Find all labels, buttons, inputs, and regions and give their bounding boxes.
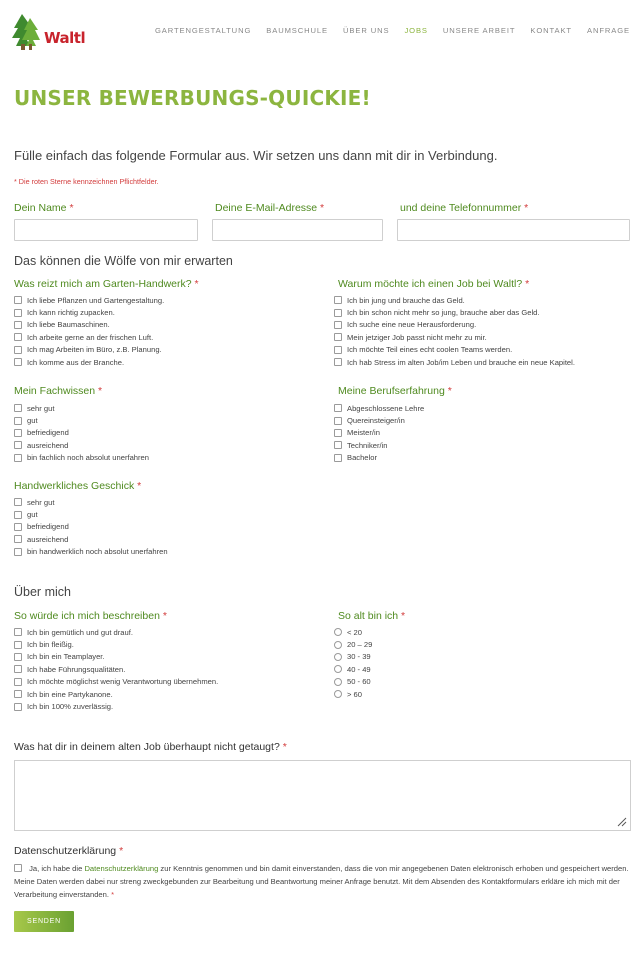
nav-item-kontakt[interactable]: KONTAKT	[530, 26, 572, 35]
name-field[interactable]	[14, 219, 198, 241]
radio-button[interactable]	[334, 690, 342, 698]
checkbox-option[interactable]	[334, 319, 575, 331]
option-label: Ich möchte möglichst wenig Verantwortung übernehmen.	[27, 677, 219, 687]
privacy-text-after: zur Kenntnis genommen und bin damit einverstanden, dass die von mir angegebenen Daten elektronisch erhoben und gespeichert werden. Meine Daten werden dabei nur streng zweckgebunden zur Bearbeitung und Beantwortung meiner Anfrage benutzt. Mit dem Absenden des Kontaktformulars erkläre ich mich mit der Verarbeitung einverstanden.	[14, 864, 629, 899]
checkbox[interactable]	[334, 404, 342, 412]
checkbox[interactable]	[14, 535, 22, 543]
intro-text: Fülle einfach das folgende Formular aus. Wir setzen uns dann mit dir in Verbindung.	[14, 148, 498, 163]
option-label: befriedigend	[27, 428, 69, 438]
radio-option[interactable]	[334, 676, 372, 688]
nav-item-jobs[interactable]: JOBS	[404, 26, 428, 35]
why-options	[334, 294, 575, 368]
nav-item-gartengestaltung[interactable]: GARTENGESTALTUNG	[155, 26, 252, 35]
checkbox-option[interactable]	[14, 626, 218, 638]
option-label: Mein jetziger Job passt nicht mehr zu mir.	[347, 332, 487, 342]
experience-options	[334, 402, 424, 464]
option-label: Ich komme aus der Branche.	[27, 357, 125, 367]
option-label: sehr gut	[27, 403, 55, 413]
email-field[interactable]	[212, 219, 383, 241]
checkbox[interactable]	[334, 296, 342, 304]
option-label: gut	[27, 416, 38, 426]
checkbox[interactable]	[334, 309, 342, 317]
logo-text: Waltl	[44, 29, 86, 47]
checkbox-option[interactable]	[14, 427, 149, 439]
describe-options	[14, 626, 218, 713]
checkbox-option[interactable]	[14, 676, 218, 688]
checkbox[interactable]	[14, 404, 22, 412]
option-label: befriedigend	[27, 522, 69, 532]
option-label: Ich liebe Baumaschinen.	[27, 320, 110, 330]
checkbox-option[interactable]	[14, 402, 149, 414]
option-label: ausreichend	[27, 534, 69, 544]
option-label: ausreichend	[27, 440, 69, 450]
checkbox-option[interactable]	[14, 452, 149, 464]
privacy-consent: Ja, ich habe die Datenschutzerklärung zur Kenntnis genommen und bin damit einverstanden, dass die von mir angegebenen Daten elektronisch erhoben und gespeichert werden. Meine Daten werden dabei nur streng zweckgebunden zur Bearbeitung und Beantwortung meiner Anfrage benutzt. Mit dem Absenden des Kontaktformulars erkläre ich mich mit der Verarbeitung einverstanden. *	[14, 864, 629, 899]
question-label: Was hat dir in deinem alten Job überhaupt nicht getaugt? *	[14, 741, 287, 753]
option-label: > 60	[347, 689, 362, 699]
checkbox-option[interactable]	[334, 439, 424, 451]
checkbox[interactable]	[334, 429, 342, 437]
section-heading-expectations: Das können die Wölfe von mir erwarten	[14, 254, 233, 268]
old-job-textarea[interactable]	[14, 760, 631, 831]
checkbox[interactable]	[14, 628, 22, 636]
checkbox-option[interactable]	[14, 294, 164, 306]
experience-label: Meine Berufserfahrung *	[338, 385, 452, 397]
checkbox-option[interactable]	[14, 546, 168, 558]
option-label: Ich hab Stress im alten Job/im Leben und brauche ein neue Kapitel.	[347, 357, 575, 367]
submit-button[interactable]: SENDEN	[14, 911, 74, 932]
phone-field[interactable]	[397, 219, 630, 241]
checkbox-option[interactable]	[14, 319, 164, 331]
checkbox-option[interactable]	[14, 414, 149, 426]
option-label: Meister/in	[347, 428, 380, 438]
required-note: * Die roten Sterne kennzeichnen Pflichtfelder.	[14, 177, 159, 186]
checkbox-option[interactable]	[14, 533, 168, 545]
checkbox[interactable]	[14, 665, 22, 673]
checkbox-option[interactable]	[14, 496, 168, 508]
option-label: Ich mag Arbeiten im Büro, z.B. Planung.	[27, 345, 162, 355]
checkbox[interactable]	[14, 454, 22, 462]
checkbox-option[interactable]	[14, 344, 164, 356]
privacy-label: Datenschutzerklärung *	[14, 845, 124, 857]
logo[interactable]	[12, 12, 86, 52]
checkbox[interactable]	[14, 333, 22, 341]
checkbox-option[interactable]	[14, 700, 218, 712]
option-label: Ich liebe Pflanzen und Gartengestaltung.	[27, 295, 165, 305]
checkbox[interactable]	[14, 548, 22, 556]
option-label: Ich bin eine Partykanone.	[27, 689, 113, 699]
resize-grip-icon[interactable]	[617, 817, 627, 827]
radio-button[interactable]	[334, 665, 342, 673]
checkbox[interactable]	[14, 441, 22, 449]
checkbox[interactable]	[14, 309, 22, 317]
radio-button[interactable]	[334, 678, 342, 686]
name-label: Dein Name *	[14, 202, 74, 214]
checkbox-option[interactable]	[334, 427, 424, 439]
option-label: Ich bin gemütlich und gut drauf.	[27, 627, 133, 637]
checkbox[interactable]	[14, 690, 22, 698]
age-options	[334, 626, 372, 700]
checkbox-option[interactable]	[334, 452, 424, 464]
checkbox-option[interactable]	[334, 414, 424, 426]
option-label: Ich habe Führungsqualitäten.	[27, 664, 126, 674]
radio-button[interactable]	[334, 641, 342, 649]
checkbox[interactable]	[14, 678, 22, 686]
option-label: bin fachlich noch absolut unerfahren	[27, 453, 150, 463]
option-label: Ich suche eine neue Herausforderung.	[347, 320, 477, 330]
phone-label: und deine Telefonnummer *	[400, 202, 529, 214]
option-label: Ich bin jung und brauche das Geld.	[347, 295, 465, 305]
checkbox-option[interactable]	[334, 402, 424, 414]
site-header	[0, 0, 640, 62]
option-label: Ich bin schon nicht mehr so jung, brauche aber das Geld.	[347, 308, 540, 318]
checkbox-option[interactable]	[14, 638, 218, 650]
describe-label: So würde ich mich beschreiben *	[14, 610, 167, 622]
option-label: 40 - 49	[347, 664, 371, 674]
checkbox[interactable]	[334, 417, 342, 425]
age-label: So alt bin ich *	[338, 610, 406, 622]
option-label: 30 - 39	[347, 652, 371, 662]
checkbox-option[interactable]	[14, 688, 218, 700]
checkbox[interactable]	[14, 653, 22, 661]
why-label: Warum möchte ich einen Job bei Waltl? *	[338, 278, 530, 290]
craft-options	[14, 496, 168, 558]
checkbox[interactable]	[14, 511, 22, 519]
radio-option[interactable]	[334, 626, 372, 638]
option-label: gut	[27, 510, 38, 520]
checkbox-option[interactable]	[334, 306, 575, 318]
privacy-text-before: Ja, ich habe die	[29, 864, 85, 873]
privacy-link[interactable]: Datenschutzerklärung	[84, 864, 159, 873]
craft-label: Handwerkliches Geschick *	[14, 480, 142, 492]
option-label: 20 – 29	[347, 640, 373, 650]
garden-options	[14, 294, 164, 368]
section-heading-about: Über mich	[14, 585, 71, 599]
option-label: Abgeschlossene Lehre	[347, 403, 425, 413]
checkbox-option[interactable]	[334, 344, 575, 356]
option-label: Ich arbeite gerne an der frischen Luft.	[27, 332, 154, 342]
radio-option[interactable]	[334, 663, 372, 675]
checkbox-option[interactable]	[14, 306, 164, 318]
checkbox[interactable]	[14, 321, 22, 329]
checkbox-option[interactable]	[14, 439, 149, 451]
checkbox[interactable]	[334, 454, 342, 462]
radio-button[interactable]	[334, 628, 342, 636]
nav-item-unsere-arbeit[interactable]: UNSERE ARBEIT	[442, 26, 516, 35]
option-label: Ich bin fleißig.	[27, 640, 74, 650]
page-title: UNSER BEWERBUNGS-QUICKIE!	[14, 86, 371, 110]
garden-label: Was reizt mich am Garten-Handwerk? *	[14, 278, 199, 290]
option-label: sehr gut	[27, 497, 55, 507]
radio-option[interactable]	[334, 688, 372, 700]
option-label: Techniker/in	[347, 440, 388, 450]
checkbox-option[interactable]	[334, 356, 575, 368]
radio-option[interactable]	[334, 638, 372, 650]
radio-option[interactable]	[334, 651, 372, 663]
checkbox-option[interactable]	[14, 356, 164, 368]
checkbox[interactable]	[14, 346, 22, 354]
checkbox[interactable]	[14, 296, 22, 304]
option-label: Ich bin 100% zuverlässig.	[27, 702, 114, 712]
checkbox[interactable]	[14, 429, 22, 437]
checkbox[interactable]	[14, 703, 22, 711]
checkbox[interactable]	[334, 358, 342, 366]
knowledge-options	[14, 402, 149, 464]
option-label: < 20	[347, 627, 362, 637]
checkbox[interactable]	[334, 441, 342, 449]
option-label: Ich kann richtig zupacken.	[27, 308, 115, 318]
checkbox-option[interactable]	[334, 331, 575, 343]
checkbox-option[interactable]	[14, 651, 218, 663]
checkbox[interactable]	[14, 498, 22, 506]
option-label: Ich bin ein Teamplayer.	[27, 652, 105, 662]
nav-item-über-uns[interactable]: ÜBER UNS	[343, 26, 390, 35]
email-label: Deine E-Mail-Adresse *	[215, 202, 325, 214]
option-label: bin handwerklich noch absolut unerfahren	[27, 547, 168, 557]
checkbox[interactable]	[14, 417, 22, 425]
checkbox[interactable]	[14, 523, 22, 531]
main-nav	[155, 26, 630, 35]
checkbox-option[interactable]	[14, 331, 164, 343]
checkbox-option[interactable]	[334, 294, 575, 306]
checkbox-option[interactable]	[14, 508, 168, 520]
radio-button[interactable]	[334, 653, 342, 661]
knowledge-label: Mein Fachwissen *	[14, 385, 103, 397]
checkbox[interactable]	[334, 346, 342, 354]
option-label: Ich möchte Teil eines echt coolen Teams werden.	[347, 345, 513, 355]
checkbox[interactable]	[14, 641, 22, 649]
option-label: 50 - 60	[347, 677, 371, 687]
checkbox[interactable]	[14, 358, 22, 366]
checkbox[interactable]	[334, 321, 342, 329]
checkbox-option[interactable]	[14, 521, 168, 533]
option-label: Quereinsteiger/in	[347, 416, 405, 426]
privacy-checkbox[interactable]	[14, 864, 22, 872]
checkbox-option[interactable]	[14, 663, 218, 675]
nav-item-baumschule[interactable]: BAUMSCHULE	[266, 26, 329, 35]
option-label: Bachelor	[347, 453, 377, 463]
nav-item-anfrage[interactable]: ANFRAGE	[586, 26, 630, 35]
checkbox[interactable]	[334, 333, 342, 341]
